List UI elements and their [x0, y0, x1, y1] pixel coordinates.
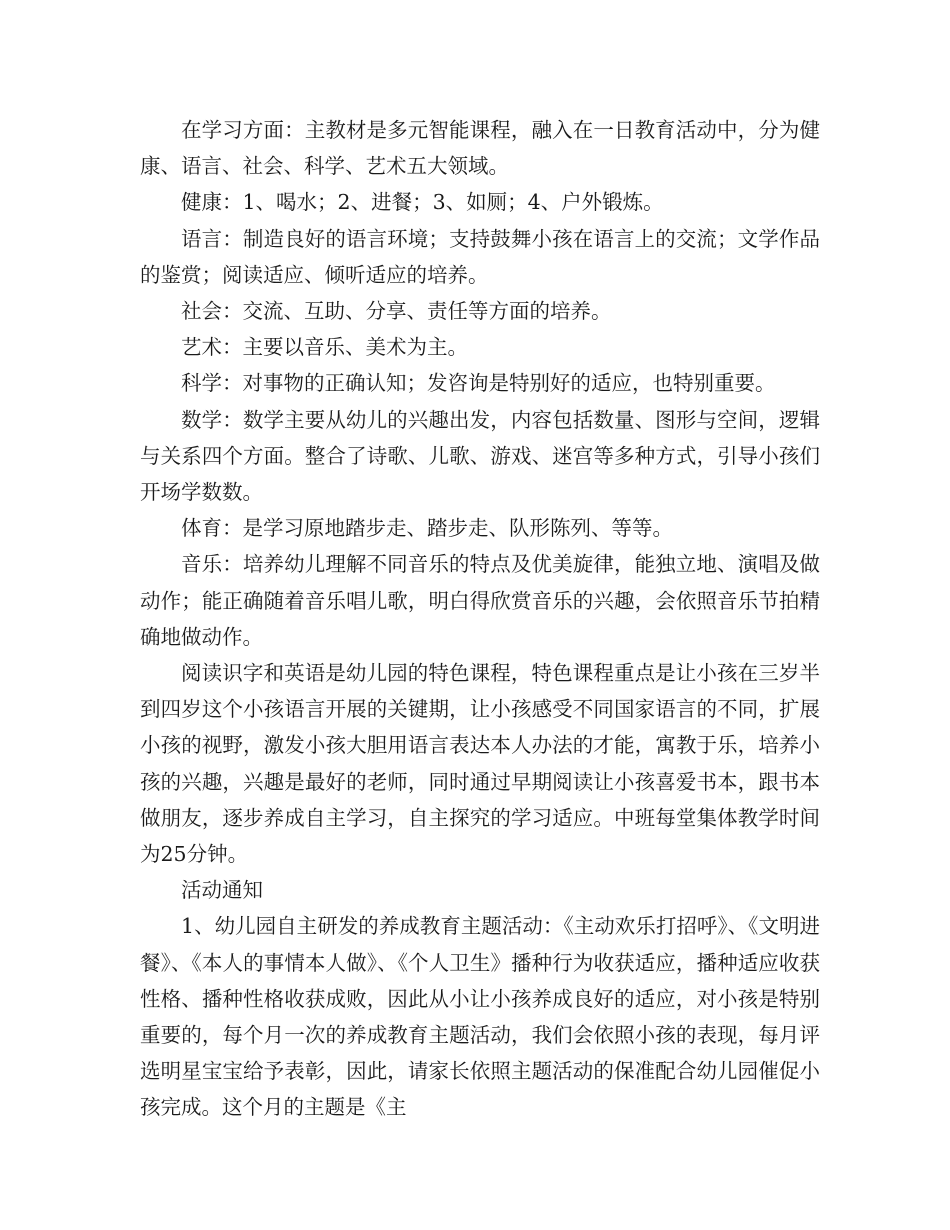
- paragraph-health: 健康：1、喝水；2、进餐；3、如厕；4、户外锻炼。: [181, 190, 664, 215]
- paragraph-art: 艺术：主要以音乐、美术为主。: [181, 335, 468, 360]
- section-heading-activity-notice: 活动通知: [181, 878, 263, 903]
- paragraph-society: 社会：交流、互助、分享、责任等方面的培养。: [181, 299, 612, 324]
- paragraph-music: 音乐：培养幼儿理解不同音乐的特点及优美旋律，能独立地、演唱及做动作；能正确随着音乐唱儿歌，明白得欣赏音乐的兴趣，会依照音乐节拍精确地做动作。: [140, 552, 820, 649]
- paragraph-pe: 体育：是学习原地踏步走、踏步走、队形陈列、等等。: [181, 516, 673, 541]
- paragraph-science: 科学：对事物的正确认知；发咨询是特别好的适应，也特别重要。: [181, 371, 776, 396]
- paragraph-math: 数学：数学主要从幼儿的兴趣出发，内容包括数量、图形与空间，逻辑与关系四个方面。整合了诗歌、儿歌、游戏、迷宫等多种方式，引导小孩们开场学数数。: [140, 407, 820, 505]
- paragraph-language: 语言：制造良好的语言环境；支持鼓舞小孩在语言上的交流；文学作品的鉴赏；阅读适应、倾听适应的培养。: [140, 226, 820, 287]
- paragraph-reading-english: 阅读识字和英语是幼儿园的特色课程，特色课程重点是让小孩在三岁半到四岁这个小孩语言开展的关键期，让小孩感受不同国家语言的不同，扩展小孩的视野，激发小孩大胆用语言表达本人办法的才能，寓教于乐，培养小孩的兴趣，兴趣是最好的老师，同时通过早期阅读让小孩喜爱书本，跟书本做朋友，逐步养成自主学习，自主探究的学习适应。中班每堂集体教学时间为25分钟。: [140, 661, 820, 867]
- paragraph-activity-1: 1、幼儿园自主研发的养成教育主题活动：《主动欢乐打招呼》、《文明进餐》、《本人的事情本人做》、《个人卫生》播种行为收获适应，播种适应收获性格、播种性格收获成败，因此从小让小孩养成良好的适应，对小孩是特别重要的，每个月一次的养成教育主题活动，我们会依照小孩的表现，每月评选明星宝宝给予表彰，因此，请家长依照主题活动的保准配合幼儿园催促小孩完成。这个月的主题是《主: [140, 914, 820, 1120]
- paragraph-learning-overview: 在学习方面：主教材是多元智能课程，融入在一日教育活动中，分为健康、语言、社会、科学、艺术五大领域。: [140, 118, 820, 179]
- document-body: [140, 112, 820, 1126]
